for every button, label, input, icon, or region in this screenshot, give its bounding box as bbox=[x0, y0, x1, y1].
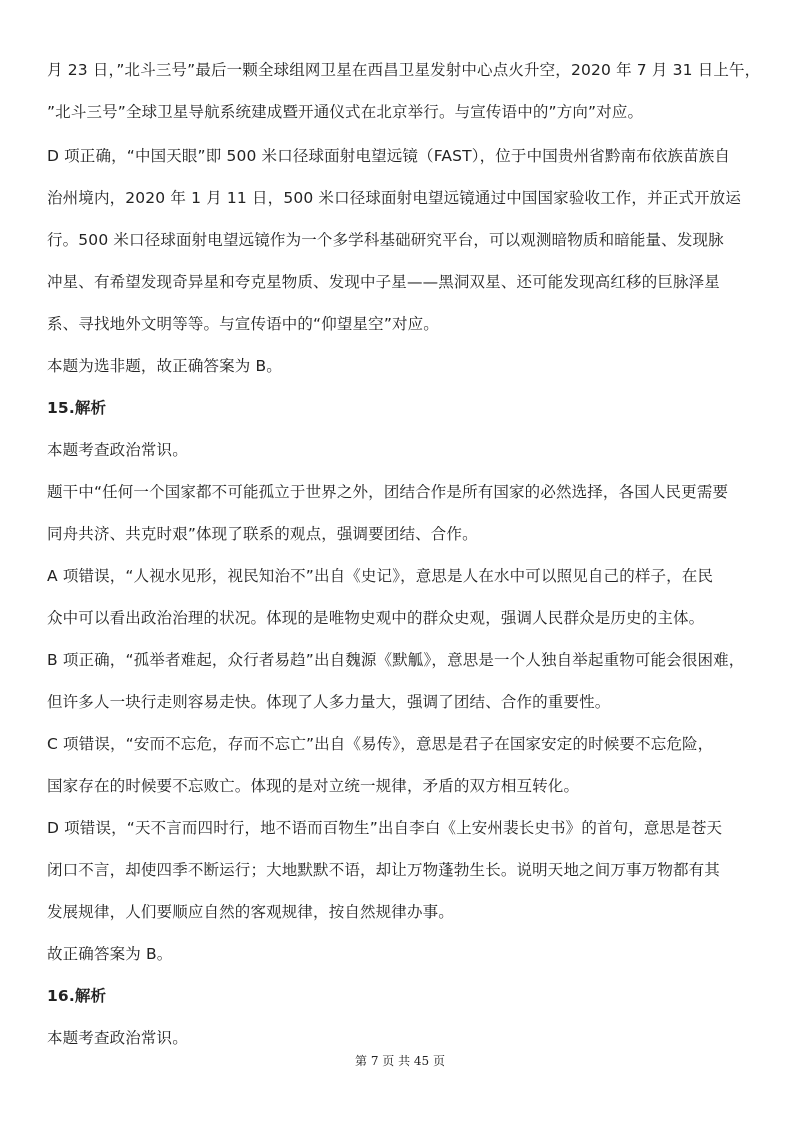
text-line: 本题考查政治常识。 bbox=[47, 441, 188, 459]
text-line: 行。500 米口径球面射电望远镜作为一个多学科基础研究平台，可以观测暗物质和暗能量、发现脉 bbox=[47, 231, 724, 249]
text-line: 但许多人一块行走则容易走快。体现了人多力量大，强调了团结、合作的重要性。 bbox=[47, 693, 611, 711]
text-line: 本题考查政治常识。 bbox=[47, 1029, 188, 1047]
text-line: 治州境内，2020 年 1 月 11 日，500 米口径球面射电望远镜通过中国国家验收工作，并正式开放运 bbox=[47, 189, 741, 207]
text-line: 发展规律，人们要顺应自然的客观规律，按自然规律办事。 bbox=[47, 903, 454, 921]
text-line: A 项错误，“人视水见形，视民知治不”出自《史记》，意思是人在水中可以照见自己的样子，在民 bbox=[47, 567, 714, 585]
text-line: ”北斗三号”全球卫星导航系统建成暨开通仪式在北京举行。与宣传语中的”方向”对应。 bbox=[47, 103, 644, 121]
text-line: 月 23 日，”北斗三号”最后一颗全球组网卫星在西昌卫星发射中心点火升空，2020 年 7 月 31 日上午， bbox=[47, 61, 761, 79]
text-line: 冲星、有希望发现奇异星和夸克星物质、发现中子星——黑洞双星、还可能发现高红移的巨脉泽星 bbox=[47, 273, 720, 291]
text-line: C 项错误，“安而不忘危，存而不忘亡”出自《易传》，意思是君子在国家安定的时候要不忘危险， bbox=[47, 735, 714, 753]
text-line: 同舟共济、共克时艰”体现了联系的观点，强调要团结、合作。 bbox=[47, 525, 478, 543]
text-line: 故正确答案为 B。 bbox=[47, 945, 173, 963]
text-line: 系、寻找地外文明等等。与宣传语中的“仰望星空”对应。 bbox=[47, 315, 439, 333]
text-line: D 项正确，“中国天眼”即 500 米口径球面射电望远镜（FAST），位于中国贵州省黔南布依族苗族自 bbox=[47, 147, 731, 165]
text-line: D 项错误，“天不言而四时行，地不语而百物生”出自李白《上安州裴长史书》的首句，意思是苍天 bbox=[47, 819, 723, 837]
text-line: 题干中“任何一个国家都不可能孤立于世界之外，团结合作是所有国家的必然选择，各国人民更需要 bbox=[47, 483, 729, 501]
section-heading: 15.解析 bbox=[47, 399, 107, 417]
text-line: 闭口不言，却使四季不断运行；大地默默不语，却让万物蓬勃生长。说明天地之间万事万物都有其 bbox=[47, 861, 720, 879]
text-line: 国家存在的时候要不忘败亡。体现的是对立统一规律，矛盾的双方相互转化。 bbox=[47, 777, 580, 795]
text-line: 众中可以看出政治治理的状况。体现的是唯物史观中的群众史观，强调人民群众是历史的主体。 bbox=[47, 609, 705, 627]
page-number-footer: 第 7 页 共 45 页 bbox=[355, 1054, 445, 1068]
section-heading: 16.解析 bbox=[47, 987, 107, 1005]
text-line: 本题为选非题，故正确答案为 B。 bbox=[47, 357, 282, 375]
text-line: B 项正确，“孤举者难起，众行者易趋”出自魏源《默觚》，意思是一个人独自举起重物可能会很困难， bbox=[47, 651, 745, 669]
